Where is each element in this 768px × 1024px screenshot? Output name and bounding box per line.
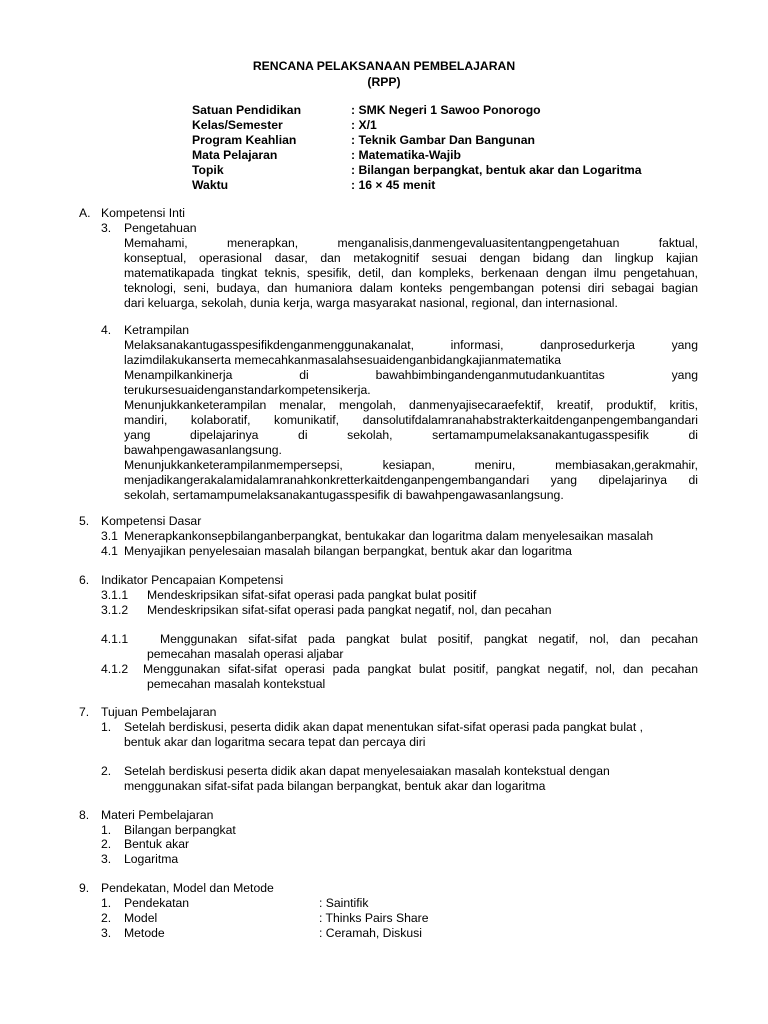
materi-number: 3. — [101, 852, 112, 866]
objective-text-cont: menggunakan sifat-sifat pada bilangan berpangkat, bentuk akar dan logaritma — [124, 779, 546, 793]
paragraph-line: teknologi, seni, budaya, dan humaniora dalam konteks pengembangan potensi diri sebagai bagian — [124, 281, 698, 295]
method-label: Pendekatan — [124, 896, 190, 910]
section-heading: Indikator Pencapaian Kompetensi — [101, 573, 284, 587]
subsection-number: 4. — [101, 323, 112, 337]
identity-label: Topik — [192, 163, 224, 177]
paragraph-line: konseptual, operasional dasar, dan metakognitif sesuai dengan bidang dan lingkup kajian — [124, 251, 698, 265]
ketrampilan-paragraph — [124, 338, 698, 503]
identity-value: : SMK Negeri 1 Sawoo Ponorogo — [351, 103, 541, 117]
identity-label: Waktu — [192, 178, 229, 192]
kd-text: Menerapkankonsepbilanganberpangkat, bentukakar dan logaritma dalam menyelesaikan masalah — [124, 529, 654, 543]
materi-number: 2. — [101, 837, 112, 851]
identity-label: Mata Pelajaran — [192, 148, 278, 162]
identity-label: Kelas/Semester — [192, 118, 283, 132]
subsection-number: 3. — [101, 221, 112, 235]
paragraph-line: Memahami, menerapkan, menganalisis,danmengevaluasitentangpengetahuan faktual, — [124, 236, 698, 250]
indicator-text: Menggunakan sifat-sifat operasi pada pangkat bulat positif, pangkat negatif, nol, dan pecahan — [143, 662, 698, 676]
paragraph-line: Menampilkankinerja di bawahbimbingandenganmutudankuantitas yang — [124, 368, 698, 382]
indicator-text-cont: pemecahan masalah kontekstual — [147, 677, 326, 691]
paragraph-line: sekolah, sertamampumelaksanakantugasspesifik di bawahpengawasanlangsung. — [124, 488, 564, 502]
objective-text: Setelah berdiskusi, peserta didik akan dapat menentukan sifat-sifat operasi pada pangkat bulat , — [124, 720, 643, 734]
indicator-text: Menggunakan sifat-sifat pada pangkat bulat positif, pangkat negatif, nol, dan pecahan — [160, 632, 698, 646]
materi-text: Bentuk akar — [124, 837, 190, 851]
materi-text: Bilangan berpangkat — [124, 823, 236, 837]
paragraph-line: Menunjukkanketerampilan menalar, mengolah, danmenyajisecaraefektif, kreatif, produktif, kritis, — [124, 398, 698, 412]
paragraph-line: lazimdilakukanserta memecahkanmasalahsesuaidenganbidangkajianmatematika — [124, 353, 561, 367]
indicator-text-cont: pemecahan masalah operasi aljabar — [147, 647, 344, 661]
indicator-number: 3.1.2 — [101, 603, 129, 617]
paragraph-line: matematikapada tingkat teknis, spesifik, detil, dan kompleks, berkenaan dengan ilmu pengetahuan, — [124, 266, 698, 280]
subsection-heading: Ketrampilan — [124, 323, 190, 337]
paragraph-line: dari keluarga, sekolah, dunia kerja, warga masyarakat nasional, regional, dan internasional. — [124, 296, 618, 310]
section-number: 6. — [79, 573, 90, 587]
subsection-heading: Pengetahuan — [124, 221, 197, 235]
section-number: A. — [79, 206, 91, 220]
kd-text: Menyajikan penyelesaian masalah bilangan berpangkat, bentuk akar dan logaritma — [124, 544, 572, 558]
method-value: : Saintifik — [319, 896, 369, 910]
paragraph-line: mandiri, kolaboratif, komunikatif, dansolutifdalamranahabstrakterkaitdenganpengembangandari — [124, 413, 698, 427]
method-value: : Ceramah, Diskusi — [319, 926, 422, 940]
method-label: Model — [124, 911, 158, 925]
method-label: Metode — [124, 926, 165, 940]
indicator-text: Mendeskripsikan sifat-sifat operasi pada pangkat bulat positif — [147, 588, 477, 602]
identity-value: : X/1 — [351, 118, 377, 132]
paragraph-line: terukursesuaidenganstandarkompetensikerja. — [124, 383, 371, 397]
section-heading: Kompetensi Dasar — [101, 514, 202, 528]
paragraph-line: yang dipelajarinya di sekolah, sertamampumelaksanakantugasspesifik di — [124, 428, 698, 442]
paragraph-line: bawahpengawasanlangsung. — [124, 443, 282, 457]
section-heading: Kompetensi Inti — [101, 206, 186, 220]
identity-value: : 16 × 45 menit — [351, 178, 436, 192]
method-value: : Thinks Pairs Share — [319, 911, 429, 925]
indicator-number: 4.1.1 — [101, 632, 129, 646]
materi-number: 1. — [101, 823, 112, 837]
section-number: 9. — [79, 881, 90, 895]
paragraph-line: Melaksanakantugasspesifikdenganmenggunakanalat, informasi, danprosedurkerja yang — [124, 338, 698, 352]
identity-label: Program Keahlian — [192, 133, 297, 147]
method-number: 3. — [101, 926, 112, 940]
identity-value: : Teknik Gambar Dan Bangunan — [351, 133, 535, 147]
section-heading: Pendekatan, Model dan Metode — [101, 881, 274, 895]
objective-number: 1. — [101, 720, 112, 734]
identity-label: Satuan Pendidikan — [192, 103, 302, 117]
section-number: 8. — [79, 808, 90, 822]
pengetahuan-paragraph — [124, 236, 698, 311]
objective-number: 2. — [101, 764, 112, 778]
objective-text: Setelah berdiskusi peserta didik akan dapat menyelesaiakan masalah kontekstual dengan — [124, 764, 610, 778]
paragraph-line: menjadikangerakalamidalamranahkonkretterkaitdenganpengembangandari yang dipelajarinya di — [124, 473, 698, 487]
indicator-number: 3.1.1 — [101, 588, 129, 602]
identity-value: : Matematika-Wajib — [351, 148, 461, 162]
section-number: 5. — [79, 514, 90, 528]
document-title: RENCANA PELAKSANAAN PEMBELAJARAN — [252, 59, 516, 73]
method-number: 2. — [101, 911, 112, 925]
identity-value: : Bilangan berpangkat, bentuk akar dan Logaritma — [351, 163, 642, 177]
materi-text: Logaritma — [124, 852, 179, 866]
section-heading: Materi Pembelajaran — [101, 808, 214, 822]
kd-number: 4.1 — [101, 544, 118, 558]
document-subtitle: (RPP) — [367, 75, 401, 89]
section-number: 7. — [79, 705, 90, 719]
kd-number: 3.1 — [101, 529, 118, 543]
section-heading: Tujuan Pembelajaran — [101, 705, 217, 719]
indicator-text: Mendeskripsikan sifat-sifat operasi pada pangkat negatif, nol, dan pecahan — [147, 603, 552, 617]
indicator-number: 4.1.2 — [101, 662, 129, 676]
paragraph-line: Menunjukkanketerampilanmempersepsi, kesiapan, meniru, membiasakan,gerakmahir, — [124, 458, 698, 472]
objective-text-cont: bentuk akar dan logaritma secara tepat dan percaya diri — [124, 735, 426, 749]
method-number: 1. — [101, 896, 112, 910]
